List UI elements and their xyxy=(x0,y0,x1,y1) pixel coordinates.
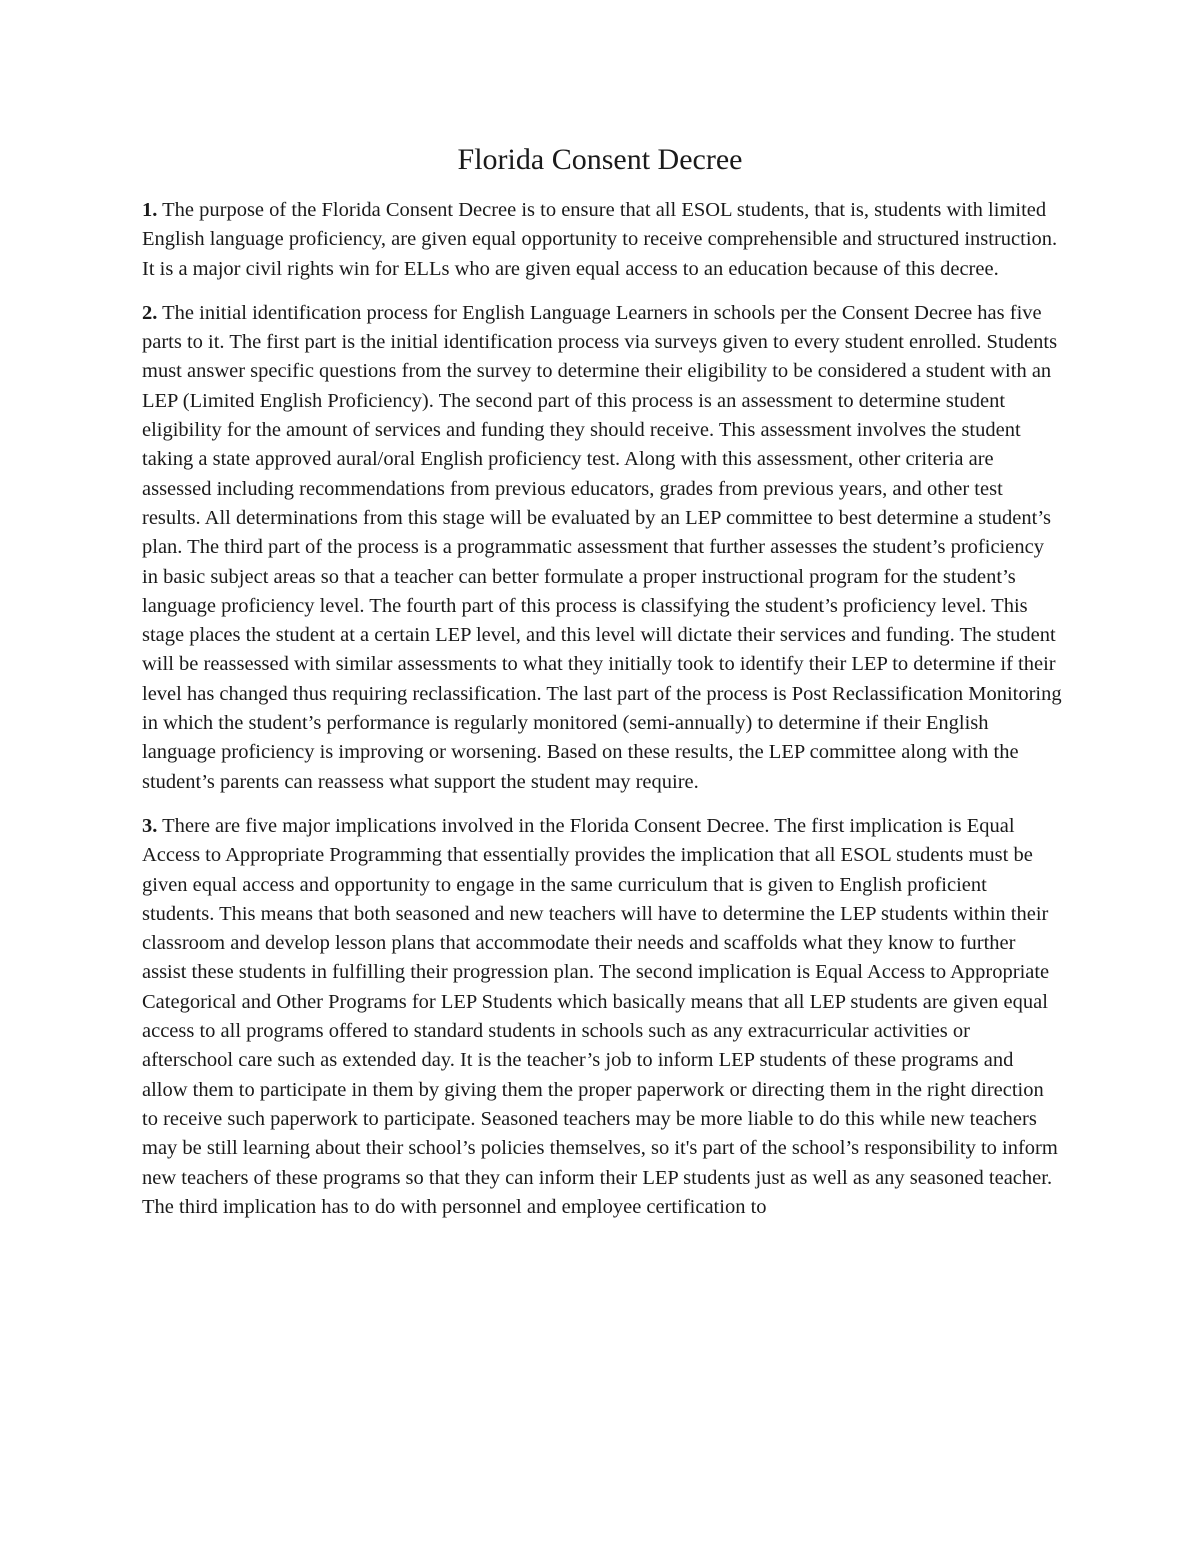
paragraph-2 xyxy=(142,299,1062,797)
paragraph-number: 3. xyxy=(142,814,158,837)
paragraph-text: The purpose of the Florida Consent Decree is to ensure that all ESOL students, that is, students with limited English language proficiency, are given equal opportunity to receive comprehensible and structured instruction. It is a major civil rights win for ELLs who are given equal access to an education because of this decree. xyxy=(142,199,1058,280)
document-body xyxy=(142,196,1062,1237)
paragraph-text: There are five major implications involved in the Florida Consent Decree. The first implication is Equal Access to Appropriate Programming that essentially provides the implication that all ESOL students must be given equal access and opportunity to engage in the same curriculum that is given to English proficient students. This means that both seasoned and new teachers will have to determine the LEP students within their classroom and develop lesson plans that accommodate their needs and scaffolds what they know to further assist these students in fulfilling their progression plan. The second implication is Equal Access to Appropriate Categorical and Other Programs for LEP Students which basically means that all LEP students are given equal access to all programs offered to standard students in schools such as any extracurricular activities or afterschool care such as extended day. It is the teacher’s job to inform LEP students of these programs and allow them to participate in them by giving them the proper paperwork or directing them in the right direction to receive such paperwork to participate. Seasoned teachers may be more liable to do this while new teachers may be still learning about their school’s policies themselves, so it's part of the school’s responsibility to inform new teachers of these programs so that they can inform their LEP students just as well as any seasoned teacher. The third implication has to do with personnel and employee certification to xyxy=(142,814,1058,1218)
paragraph-1 xyxy=(142,196,1062,284)
paragraph-number: 2. xyxy=(142,301,158,324)
paragraph-number: 1. xyxy=(142,199,158,221)
paragraph-text: The initial identification process for English Language Learners in schools per the Consent Decree has five parts to it. The first part is the initial identification process via surveys given to every student enrolled. Students must answer specific questions from the survey to determine their eligibility to be considered a student with an LEP (Limited English Proficiency). The second part of this process is an assessment to determine student eligibility for the amount of services and funding they should receive. This assessment involves the student taking a state approved aural/oral English proficiency test. Along with this assessment, other criteria are assessed including recommendations from previous educators, grades from previous years, and other test results. All determinations from this stage will be evaluated by an LEP committee to best determine a student’s plan. The third part of the process is a programmatic assessment that further assesses the student’s proficiency in basic subject areas so that a teacher can better formulate a proper instructional program for the student’s language proficiency level. The fourth part of this process is classifying the student’s proficiency level. This stage places the student at a certain LEP level, and this level will dictate their services and funding. The student will be reassessed with similar assessments to what they initially took to identify their LEP to determine if their level has changed thus requiring reclassification. The last part of the process is Post Reclassification Monitoring in which the student’s performance is regularly monitored (semi-annually) to determine if their English language proficiency is improving or worsening. Based on these results, the LEP committee along with the student’s parents can reassess what support the student may require. xyxy=(142,301,1062,793)
document-title: Florida Consent Decree xyxy=(457,143,743,176)
paragraph-3 xyxy=(142,812,1062,1222)
